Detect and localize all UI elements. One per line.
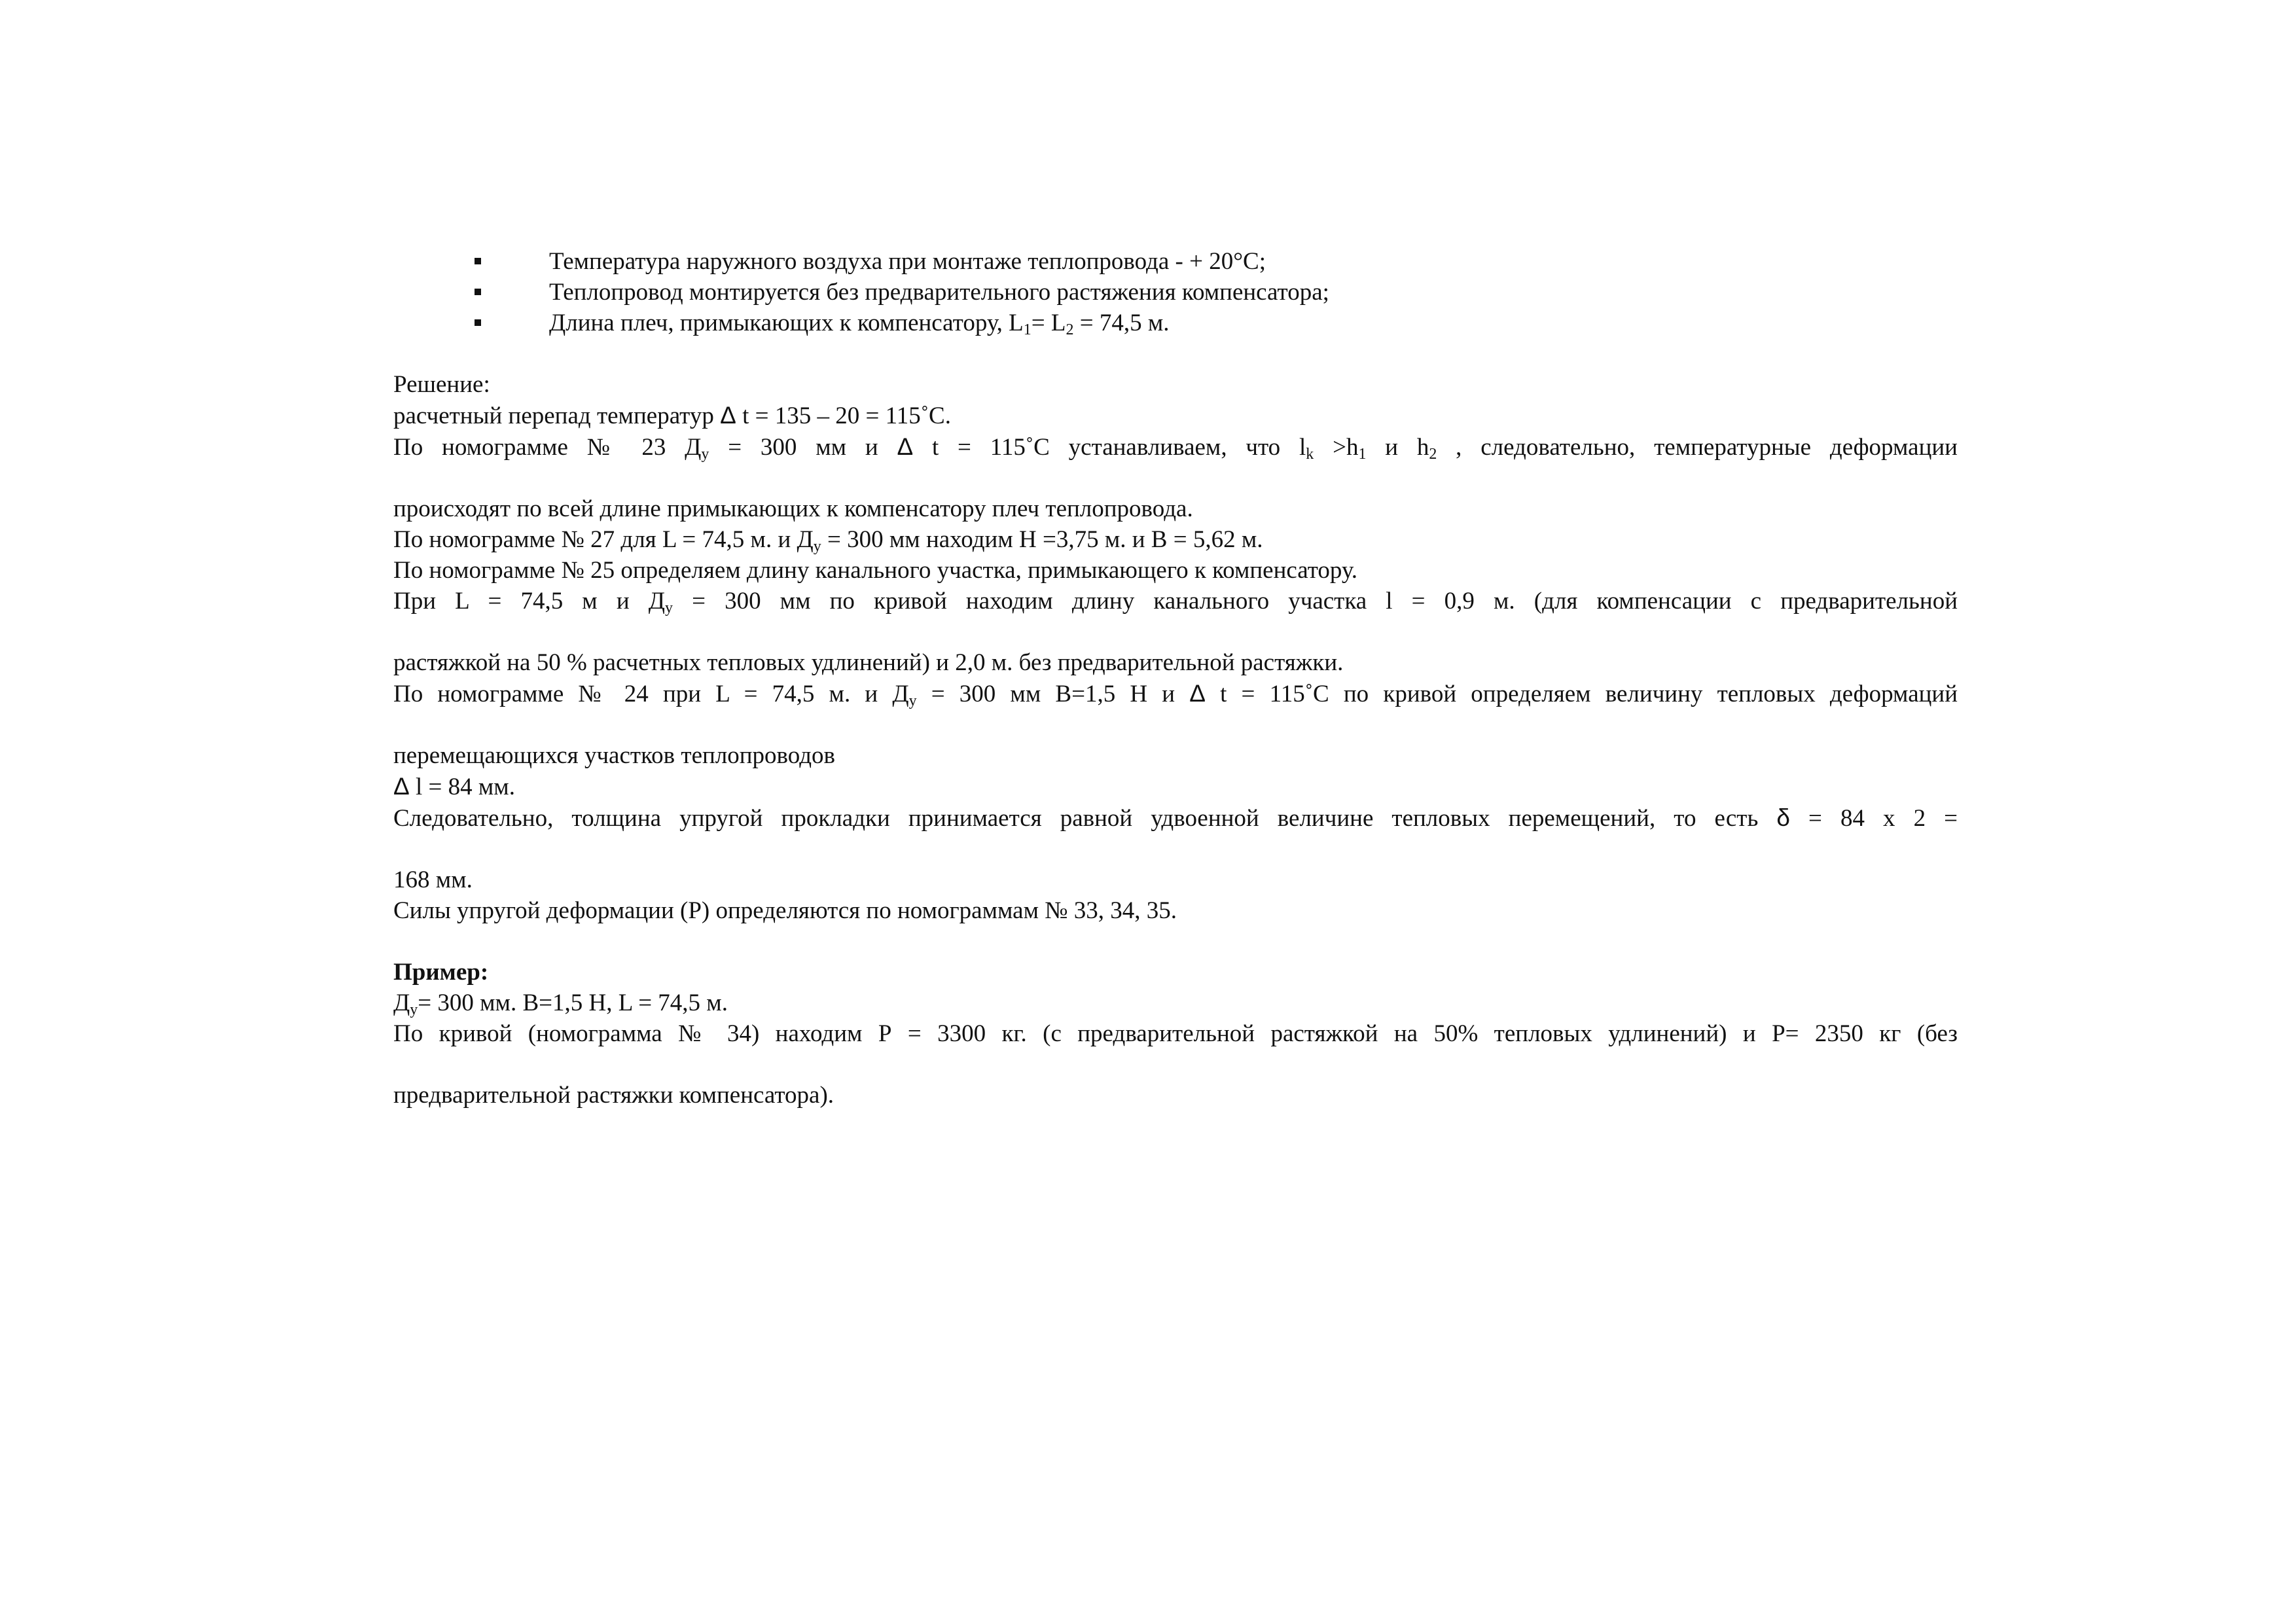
paragraph: При L = 74,5 м и $Д_у = 300$ мм по кривой находим длину канального участка l = 0,9 м. (для компенсации с предварительной bbox=[393, 588, 1958, 616]
paragraph: По номограмме № 27 для L = 74,5 м. и $Д_у = 300$ мм находим Н =3,75 м. и В = 5,62 м. bbox=[393, 526, 1263, 555]
paragraph: По кривой (номограмма № 34) находим Р = 3300 кг. (с предварительной растяжкой на 50% тепловых удлинений) и Р= 2350 кг (без bbox=[393, 1020, 1958, 1047]
paragraph: 168 мм. bbox=[393, 866, 473, 893]
paragraph: $Д_у= 300$ мм. В=1,5 Н, L = 74,5 м. bbox=[393, 990, 728, 1018]
paragraph: расчетный перепад температур Δ t = 135 – 20 = 115˚С. bbox=[393, 402, 951, 429]
paragraph: растяжкой на 50 % расчетных тепловых удлинений) и 2,0 м. без предварительной растяжки. bbox=[393, 649, 1344, 676]
list-item: Температура наружного воздуха при монтаже теплопровода - + 20°С; bbox=[393, 246, 1958, 277]
document-body bbox=[393, 246, 1958, 1111]
paragraph: Силы упругой деформации (Р) определяются по номограммам № 33, 34, 35. bbox=[393, 897, 1177, 924]
example-heading: Пример: bbox=[393, 959, 489, 986]
solution-heading: Решение: bbox=[393, 371, 490, 398]
list-item: Теплопровод монтируется без предварительного растяжения компенсатора; bbox=[393, 277, 1958, 308]
paragraph: По номограмме № 24 при L = 74,5 м. и $Д_у = 300$ мм В=1,5 Н и Δ t = 115˚С по кривой определяем величину тепловых деформаций bbox=[393, 680, 1958, 709]
paragraph: предварительной растяжки компенсатора). bbox=[393, 1082, 834, 1109]
conditions-list bbox=[393, 246, 1958, 338]
paragraph: Δ l = 84 мм. bbox=[393, 773, 515, 800]
paragraph: Следовательно, толщина упругой прокладки принимается равной удвоенной величине тепловых перемещений, то есть δ = 84 х 2 = bbox=[393, 804, 1958, 832]
paragraph: перемещающихся участков теплопроводов bbox=[393, 742, 835, 769]
paragraph: По номограмме № 25 определяем длину канального участка, примыкающего к компенсатору. bbox=[393, 557, 1357, 584]
list-item: Длина плеч, примыкающих к компенсатору, $L_1= L_2 = 74,5$ м. bbox=[393, 308, 1958, 338]
paragraph: По номограмме № 23 $Д_у = 300$ мм и Δ t = 115˚С устанавливаем, что $l_k >h_1$ и $h_2$ , следовательно, температурные деформации bbox=[393, 433, 1958, 463]
paragraph: происходят по всей длине примыкающих к компенсатору плеч теплопровода. bbox=[393, 495, 1193, 522]
